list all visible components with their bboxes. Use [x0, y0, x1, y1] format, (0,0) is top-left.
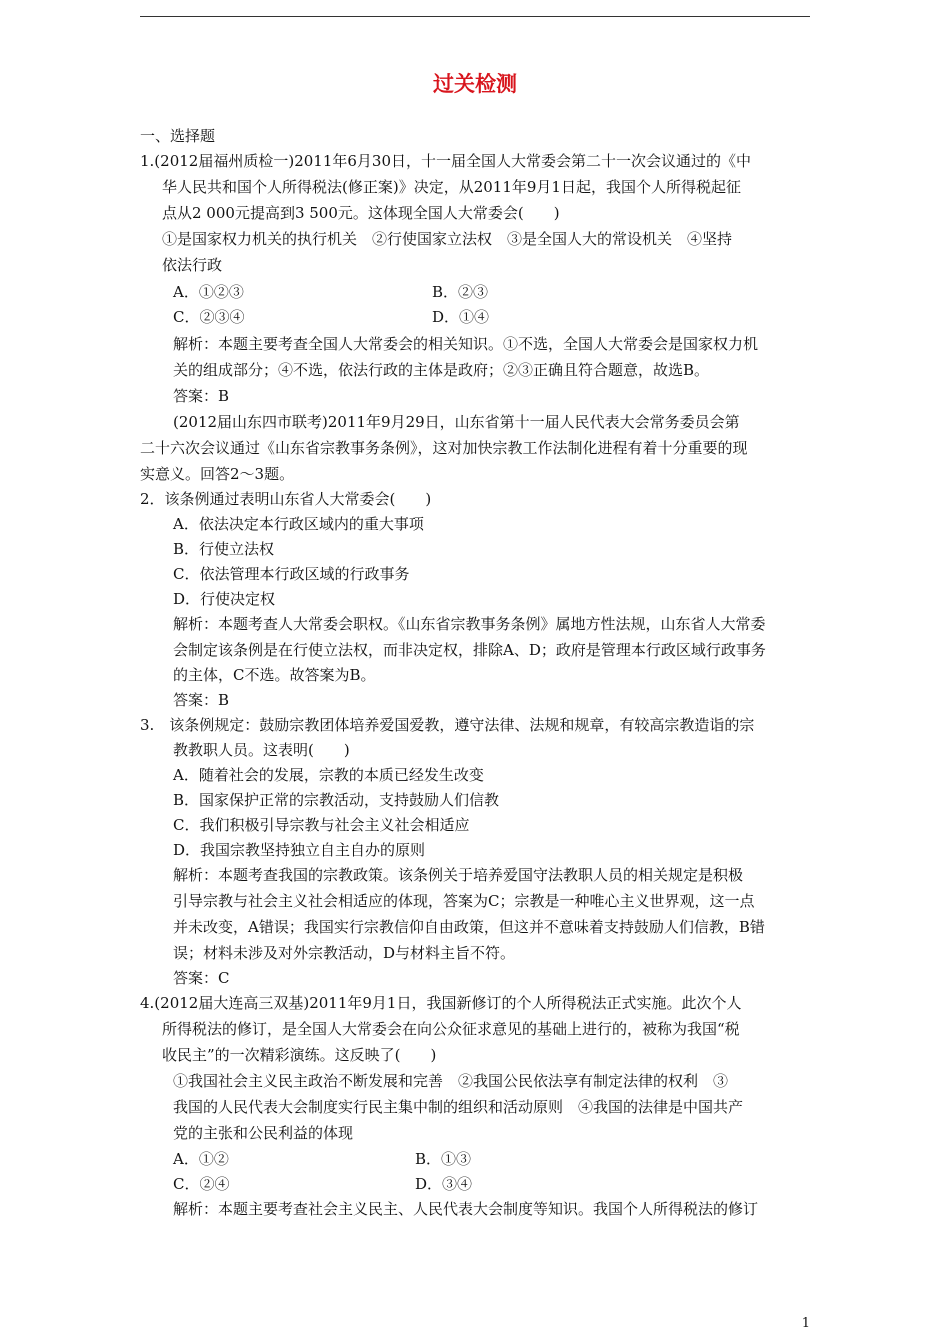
text-line: 误；材料未涉及对外宗教活动，D与材料主旨不符。: [173, 944, 516, 962]
text-line: 教教职人员。这表明( ): [173, 741, 350, 759]
text-line: 4.(2012届大连高三双基)2011年9月1日，我国新修订的个人所得税法正式实施。此次个人: [140, 994, 742, 1012]
text-line: 依法行政: [162, 256, 223, 274]
text-line: 2．该条例通过表明山东省人大常委会( ): [140, 490, 432, 508]
text-line: 点从2 000元提高到3 500元。这体现全国人大常委会( ): [162, 204, 560, 222]
text-line: 3. 该条例规定：鼓励宗教团体培养爱国爱教，遵守法律、法规和规章，有较高宗教造诣的宗: [140, 716, 755, 734]
text-line: C．②④: [173, 1175, 230, 1193]
text-line: 答案：B: [173, 387, 230, 405]
text-line: 并未改变，A错误；我国实行宗教信仰自由政策，但这并不意味着支持鼓励人们信教，B错: [173, 918, 765, 936]
text-line: D．①④: [432, 308, 490, 326]
page-title: 过关检测: [433, 72, 517, 96]
text-line: 1.(2012届福州质检一)2011年6月30日，十一届全国人大常委会第二十一次会议通过的《中: [140, 152, 751, 170]
text-line: 解析：本题主要考查全国人大常委会的相关知识。①不选，全国人大常委会是国家权力机: [173, 335, 759, 353]
text-line: 会制定该条例是在行使立法权，而非决定权，排除A、D；政府是管理本行政区域行政事务: [173, 641, 766, 659]
text-line: 引导宗教与社会主义社会相适应的体现，答案为C；宗教是一种唯心主义世界观，这一点: [173, 892, 755, 910]
text-line: 解析：本题主要考查社会主义民主、人民代表大会制度等知识。我国个人所得税法的修订: [173, 1200, 759, 1218]
text-line: ①是国家权力机关的执行机关 ②行使国家立法权 ③是全国人大的常设机关 ④坚持: [162, 230, 733, 248]
text-line: 实意义。回答2～3题。: [140, 465, 295, 483]
header-rule: [140, 16, 810, 17]
text-line: 答案：B: [173, 691, 230, 709]
text-line: 答案：C: [173, 969, 230, 987]
text-line: A．依法决定本行政区域内的重大事项: [173, 515, 424, 533]
text-line: 华人民共和国个人所得税法(修正案)》决定，从2011年9月1日起，我国个人所得税起征: [162, 178, 741, 196]
text-line: B．国家保护正常的宗教活动，支持鼓励人们信教: [173, 791, 500, 809]
text-line: 所得税法的修订，是全国人大常委会在向公众征求意见的基础上进行的，被称为我国“税: [162, 1020, 740, 1038]
text-line: 的主体，C不选。故答案为B。: [173, 666, 376, 684]
text-line: 二十六次会议通过《山东省宗教事务条例》，这对加快宗教工作法制化进程有着十分重要的现: [140, 439, 748, 457]
text-line: C．依法管理本行政区域的行政事务: [173, 565, 410, 583]
text-line: B．②③: [432, 283, 489, 301]
text-line: A．①②: [173, 1150, 229, 1168]
text-line: 解析：本题考查人大常委会职权。《山东省宗教事务条例》属地方性法规，山东省人大常委: [173, 615, 766, 633]
text-line: D．③④: [415, 1175, 473, 1193]
text-line: D．我国宗教坚持独立自主自办的原则: [173, 841, 426, 859]
text-line: B．①③: [415, 1150, 472, 1168]
section-heading: 一、选择题: [140, 127, 216, 145]
text-line: C．我们积极引导宗教与社会主义社会相适应: [173, 816, 470, 834]
text-line: ①我国社会主义民主政治不断发展和完善 ②我国公民依法享有制定法律的权利 ③: [173, 1072, 729, 1090]
text-line: A．①②③: [173, 283, 244, 301]
text-line: C．②③④: [173, 308, 245, 326]
text-line: D．行使决定权: [173, 590, 276, 608]
text-line: A．随着社会的发展，宗教的本质已经发生改变: [173, 766, 484, 784]
text-line: 收民主”的一次精彩演练。这反映了( ): [162, 1046, 437, 1064]
text-line: 我国的人民代表大会制度实行民主集中制的组织和活动原则 ④我国的法律是中国共产: [173, 1098, 744, 1116]
text-line: (2012届山东四市联考)2011年9月29日，山东省第十一届人民代表大会常务委员会第: [173, 413, 740, 431]
text-line: B．行使立法权: [173, 540, 275, 558]
text-line: 关的组成部分；④不选，依法行政的主体是政府；②③正确且符合题意，故选B。: [173, 361, 710, 379]
page-number: 1: [801, 1316, 810, 1331]
text-line: 解析：本题考查我国的宗教政策。该条例关于培养爱国守法教职人员的相关规定是积极: [173, 866, 744, 884]
text-line: 党的主张和公民利益的体现: [173, 1124, 354, 1142]
